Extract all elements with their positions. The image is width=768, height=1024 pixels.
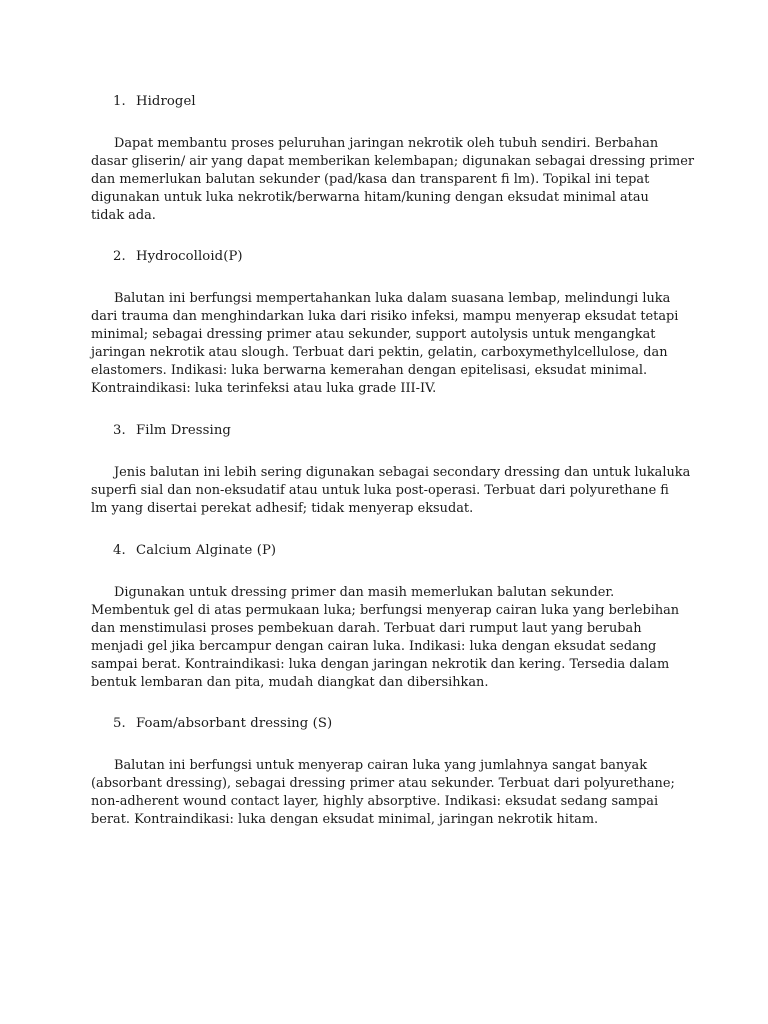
paragraph-line: bentuk lembaran dan pita, mudah diangkat dan dibersihkan. bbox=[91, 675, 489, 690]
paragraph-line: Dapat membantu proses peluruhan jaringan nekrotik oleh tubuh sendiri. Berbahan bbox=[114, 136, 659, 151]
paragraph-line: sampai berat. Kontraindikasi: luka dengan jaringan nekrotik dan kering. Tersedia dalam bbox=[91, 657, 670, 672]
section-paragraph-2 bbox=[91, 290, 691, 398]
paragraph-line: tidak ada. bbox=[91, 208, 156, 223]
paragraph-line: digunakan untuk luka nekrotik/berwarna hitam/kuning dengan eksudat minimal atau bbox=[91, 190, 649, 205]
section-paragraph-4 bbox=[91, 584, 691, 692]
section-heading-2 bbox=[113, 249, 243, 264]
section-number: 4. bbox=[113, 543, 126, 558]
paragraph-line: lm yang disertai perekat adhesif; tidak menyerap eksudat. bbox=[91, 501, 474, 516]
section-heading-4 bbox=[113, 543, 276, 558]
paragraph-line: dan menstimulasi proses pembekuan darah. Terbuat dari rumput laut yang berubah bbox=[91, 621, 642, 636]
section-heading-3 bbox=[113, 423, 231, 438]
section-heading-5 bbox=[113, 716, 332, 731]
paragraph-line: dari trauma dan menghindarkan luka dari risiko infeksi, mampu menyerap eksudat tetapi bbox=[91, 309, 679, 324]
paragraph-line: superfi sial dan non-eksudatif atau untuk luka post-operasi. Terbuat dari polyurethane fi bbox=[91, 483, 669, 498]
paragraph-line: Kontraindikasi: luka terinfeksi atau luka grade III-IV. bbox=[91, 381, 437, 396]
section-title: Film Dressing bbox=[136, 423, 231, 438]
section-paragraph-1 bbox=[91, 135, 695, 225]
section-title: Hidrogel bbox=[136, 94, 196, 109]
paragraph-line: Digunakan untuk dressing primer dan masih memerlukan balutan sekunder. bbox=[114, 585, 615, 600]
section-heading-1 bbox=[113, 94, 196, 109]
paragraph-line: jaringan nekrotik atau slough. Terbuat dari pektin, gelatin, carboxymethylcellulose, dan bbox=[91, 345, 668, 360]
paragraph-line: menjadi gel jika bercampur dengan cairan luka. Indikasi: luka dengan eksudat sedang bbox=[91, 639, 657, 654]
paragraph-line: (absorbant dressing), sebagai dressing primer atau sekunder. Terbuat dari polyurethane; bbox=[91, 776, 675, 791]
paragraph-line: dan memerlukan balutan sekunder (pad/kasa dan transparent fi lm). Topikal ini tepat bbox=[91, 172, 650, 187]
paragraph-line: Jenis balutan ini lebih sering digunakan sebagai secondary dressing dan untuk lukaluka bbox=[114, 465, 691, 480]
paragraph-line: non-adherent wound contact layer, highly absorptive. Indikasi: eksudat sedang sampai bbox=[91, 794, 659, 809]
section-paragraph-3 bbox=[91, 464, 691, 518]
section-paragraph-5 bbox=[91, 757, 691, 829]
section-number: 2. bbox=[113, 249, 126, 264]
section-title: Hydrocolloid(P) bbox=[136, 249, 243, 264]
paragraph-line: dasar gliserin/ air yang dapat memberikan kelembapan; digunakan sebagai dressing primer bbox=[91, 154, 695, 169]
section-title: Calcium Alginate (P) bbox=[136, 543, 277, 558]
paragraph-line: Balutan ini berfungsi mempertahankan luka dalam suasana lembap, melindungi luka bbox=[114, 291, 671, 306]
section-number: 1. bbox=[113, 94, 126, 109]
paragraph-line: Balutan ini berfungsi untuk menyerap cairan luka yang jumlahnya sangat banyak bbox=[114, 758, 648, 773]
paragraph-line: minimal; sebagai dressing primer atau sekunder, support autolysis untuk mengangkat bbox=[91, 327, 656, 342]
paragraph-line: elastomers. Indikasi: luka berwarna kemerahan dengan epitelisasi, eksudat minimal. bbox=[91, 363, 648, 378]
section-title: Foam/absorbant dressing (S) bbox=[136, 716, 333, 731]
section-number: 3. bbox=[113, 423, 126, 438]
paragraph-line: Membentuk gel di atas permukaan luka; berfungsi menyerap cairan luka yang berlebihan bbox=[91, 603, 680, 618]
section-number: 5. bbox=[113, 716, 126, 731]
paragraph-line: berat. Kontraindikasi: luka dengan eksudat minimal, jaringan nekrotik hitam. bbox=[91, 812, 599, 827]
